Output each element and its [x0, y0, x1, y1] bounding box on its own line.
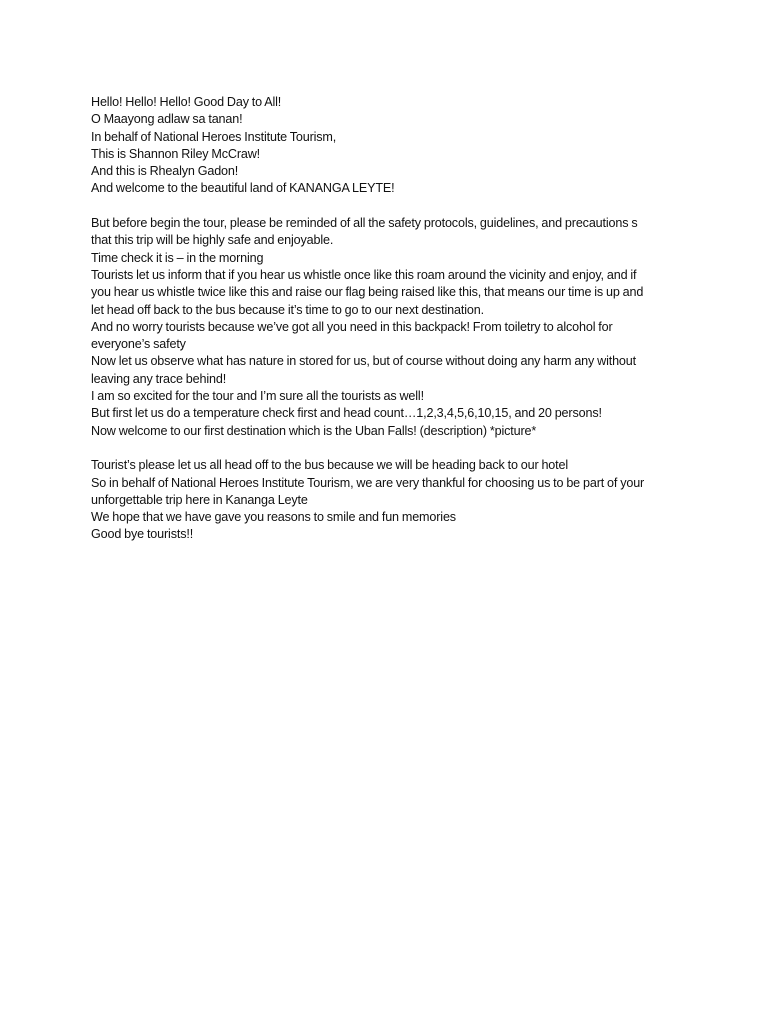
text-line: And this is Rhealyn Gadon!	[91, 164, 239, 179]
text-line: Hello! Hello! Hello! Good Day to All!	[91, 95, 282, 109]
text-line: We hope that we have gave you reasons to smile and fun memories	[91, 510, 456, 525]
text-line: leaving any trace behind!	[91, 371, 227, 386]
text-line: Time check it is – in the morning	[91, 250, 264, 265]
text-line: Tourists let us inform that if you hear us whistle once like this roam around the vicinity and enjoy, and if	[91, 267, 637, 282]
paragraph-tour	[91, 215, 691, 440]
text-line: let head off back to the bus because it’s time to go to our next destination.	[91, 302, 484, 317]
text-line: But before begin the tour, please be reminded of all the safety protocols, guidelines, and precautions s	[91, 216, 638, 231]
text-line: unforgettable trip here in Kananga Leyte	[91, 492, 308, 507]
document-body	[91, 94, 691, 544]
paragraph-greeting	[91, 94, 691, 198]
text-line: you hear us whistle twice like this and raise our flag being raised like this, that means our time is up and	[91, 285, 644, 300]
text-line: Now let us observe what has nature in stored for us, but of course without doing any harm any without	[91, 354, 636, 369]
text-line: I am so excited for the tour and I’m sure all the tourists as well!	[91, 389, 424, 404]
text-line: Now welcome to our first destination which is the Uban Falls! (description) *picture*	[91, 423, 537, 438]
text-line: O Maayong adlaw sa tanan!	[91, 112, 243, 127]
text-line: Tourist’s please let us all head off to the bus because we will be heading back to our hotel	[91, 458, 569, 473]
text-line: that this trip will be highly safe and enjoyable.	[91, 233, 334, 248]
text-line: And welcome to the beautiful land of KANANGA LEYTE!	[91, 181, 395, 196]
text-line: This is Shannon Riley McCraw!	[91, 146, 261, 161]
text-line: And no worry tourists because we’ve got all you need in this backpack! From toiletry to alcohol for	[91, 319, 613, 334]
text-line: everyone’s safety	[91, 337, 186, 352]
text-line: Good bye tourists!!	[91, 527, 194, 542]
paragraph-farewell	[91, 457, 691, 543]
text-line: In behalf of National Heroes Institute Tourism,	[91, 129, 337, 144]
text-line: So in behalf of National Heroes Institute Tourism, we are very thankful for choosing us to be part of your	[91, 475, 645, 490]
text-line: But first let us do a temperature check first and head count…1,2,3,4,5,6,10,15, and 20 persons!	[91, 406, 602, 421]
